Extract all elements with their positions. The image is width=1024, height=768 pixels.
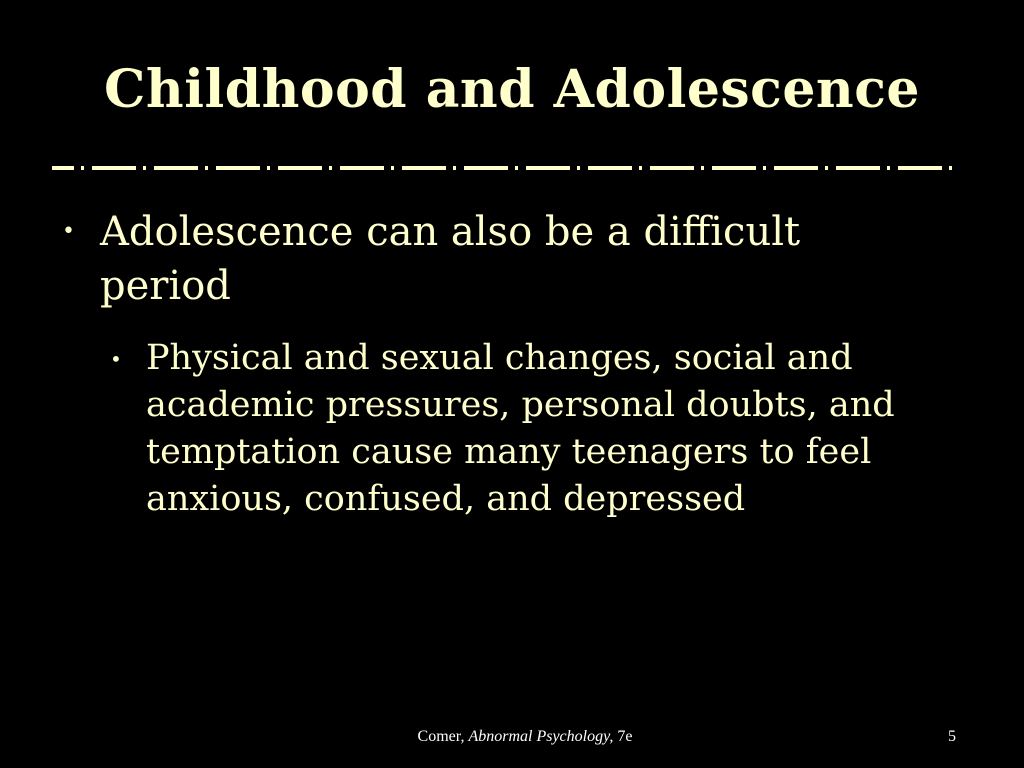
- bullet-dot-icon: •: [62, 219, 75, 244]
- divider-dot: [143, 166, 146, 170]
- divider-dash: [340, 166, 384, 170]
- divider-dot: [391, 166, 394, 170]
- footer-edition: 7e: [613, 728, 633, 745]
- divider-dot: [949, 166, 952, 170]
- footer-citation: [0, 728, 1024, 746]
- divider-dot: [577, 166, 580, 170]
- divider-dot: [763, 166, 766, 170]
- divider-dash: [588, 166, 632, 170]
- divider-dash: [92, 166, 136, 170]
- divider-dot: [205, 166, 208, 170]
- divider-dash: [774, 166, 818, 170]
- divider-dash: [278, 166, 322, 170]
- divider-dot: [701, 166, 704, 170]
- divider-dot: [453, 166, 456, 170]
- divider-dot: [329, 166, 332, 170]
- sub-bullet-item: [110, 335, 956, 523]
- bullet-text: Adolescence can also be a difficult period: [100, 209, 801, 309]
- divider-dot: [825, 166, 828, 170]
- divider-dot: [267, 166, 270, 170]
- sub-bullet-dot-icon: •: [110, 347, 122, 371]
- slide-title: Childhood and Adolescence: [104, 59, 920, 120]
- divider-dash: [402, 166, 446, 170]
- divider-dash: [712, 166, 756, 170]
- divider-dash: [898, 166, 942, 170]
- divider-dash: [650, 166, 694, 170]
- footer-author: Comer,: [417, 728, 469, 745]
- divider-dash: [216, 166, 260, 170]
- divider-dot: [887, 166, 890, 170]
- divider-dot: [81, 166, 84, 170]
- divider-dash: [154, 166, 198, 170]
- divider-dash: [526, 166, 570, 170]
- divider-dash: [52, 166, 74, 170]
- divider-dot: [515, 166, 518, 170]
- bullet-list: [56, 205, 956, 523]
- divider-dash: [836, 166, 880, 170]
- page-number: 5: [948, 728, 956, 745]
- divider-dot: [639, 166, 642, 170]
- divider-dash: [464, 166, 508, 170]
- title-divider: [52, 160, 974, 176]
- footer-book-title: Abnormal Psychology,: [468, 728, 614, 745]
- sub-bullet-text: Physical and sexual changes, social and academic pressures, personal doubts, and temptation cause many teenagers to feel anxious, confused, and depressed: [146, 338, 895, 519]
- bullet-item: [56, 205, 956, 313]
